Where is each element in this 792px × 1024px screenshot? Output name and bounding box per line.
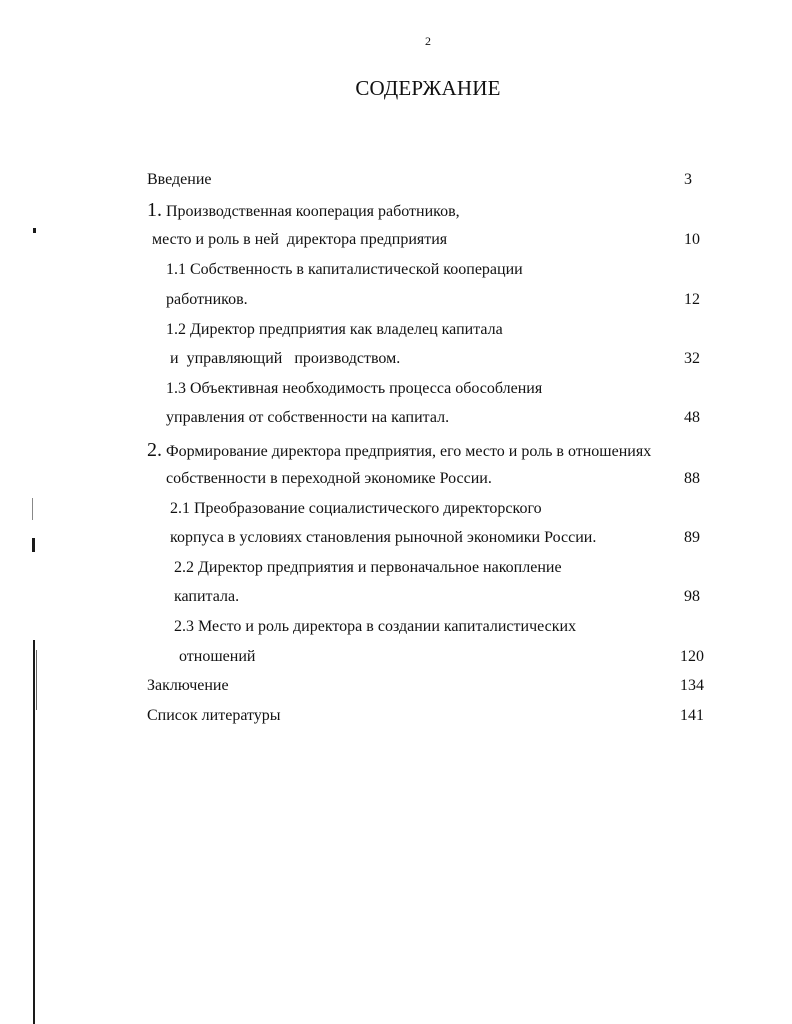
toc-entry-text: собственности в переходной экономике России. xyxy=(166,470,492,487)
toc-chapter-heading xyxy=(147,200,460,222)
toc-entry-page: 88 xyxy=(684,470,700,487)
chapter-number: 1. xyxy=(147,199,162,221)
toc-entry-text: место и роль в ней директора предприятия xyxy=(152,231,448,248)
scan-streak xyxy=(32,538,35,552)
toc-entry-page: 141 xyxy=(680,707,704,724)
toc-entry-page: 120 xyxy=(680,648,704,665)
toc-entry-page: 48 xyxy=(684,409,700,426)
toc-entry-page: 12 xyxy=(684,291,700,308)
toc-entry-text: работников. xyxy=(166,291,248,308)
toc-entry-text: Формирование директора предприятия, его место и роль в отношениях xyxy=(162,443,652,460)
page-title: СОДЕРЖАНИЕ xyxy=(355,76,501,100)
toc-entry-page: 3 xyxy=(684,171,692,188)
scan-streak xyxy=(36,650,37,710)
toc-entry-text: капитала. xyxy=(174,588,240,605)
toc-entry-text: 1.3 Объективная необходимость процесса обособления xyxy=(166,380,543,397)
toc-entry-text: и управляющий производством. xyxy=(170,350,401,367)
toc-entry-text: корпуса в условиях становления рыночной экономики России. xyxy=(170,529,597,546)
toc-entry-text: 1.2 Директор предприятия как владелец капитала xyxy=(166,321,503,338)
page-number: 2 xyxy=(425,34,431,48)
toc-entry-text: 2.3 Место и роль директора в создании капиталистических xyxy=(174,618,577,635)
toc-entry-text: Введение xyxy=(147,171,212,188)
toc-entry-page: 98 xyxy=(684,588,700,605)
toc-entry-page: 134 xyxy=(680,677,704,694)
toc-entry-text: отношений xyxy=(179,648,256,665)
toc-entry-text: 1.1 Собственность в капиталистической кооперации xyxy=(166,261,523,278)
toc-entry-text: Список литературы xyxy=(147,707,281,724)
scan-edge-line xyxy=(33,640,35,1024)
toc-chapter-heading xyxy=(147,440,651,462)
toc-entry-text: управления от собственности на капитал. xyxy=(166,409,450,426)
toc-entry-text: 2.1 Преобразование социалистического директорского xyxy=(170,500,542,517)
toc-entry-text: Производственная кооперация работников, xyxy=(162,203,460,220)
toc-entry-page: 32 xyxy=(684,350,700,367)
toc-entry-text: Заключение xyxy=(147,677,229,694)
scan-speck xyxy=(33,228,36,233)
chapter-number: 2. xyxy=(147,439,162,461)
toc-entry-page: 10 xyxy=(684,231,700,248)
scan-streak xyxy=(32,498,33,520)
toc-entry-page: 89 xyxy=(684,529,700,546)
toc-entry-text: 2.2 Директор предприятия и первоначальное накопление xyxy=(174,559,562,576)
